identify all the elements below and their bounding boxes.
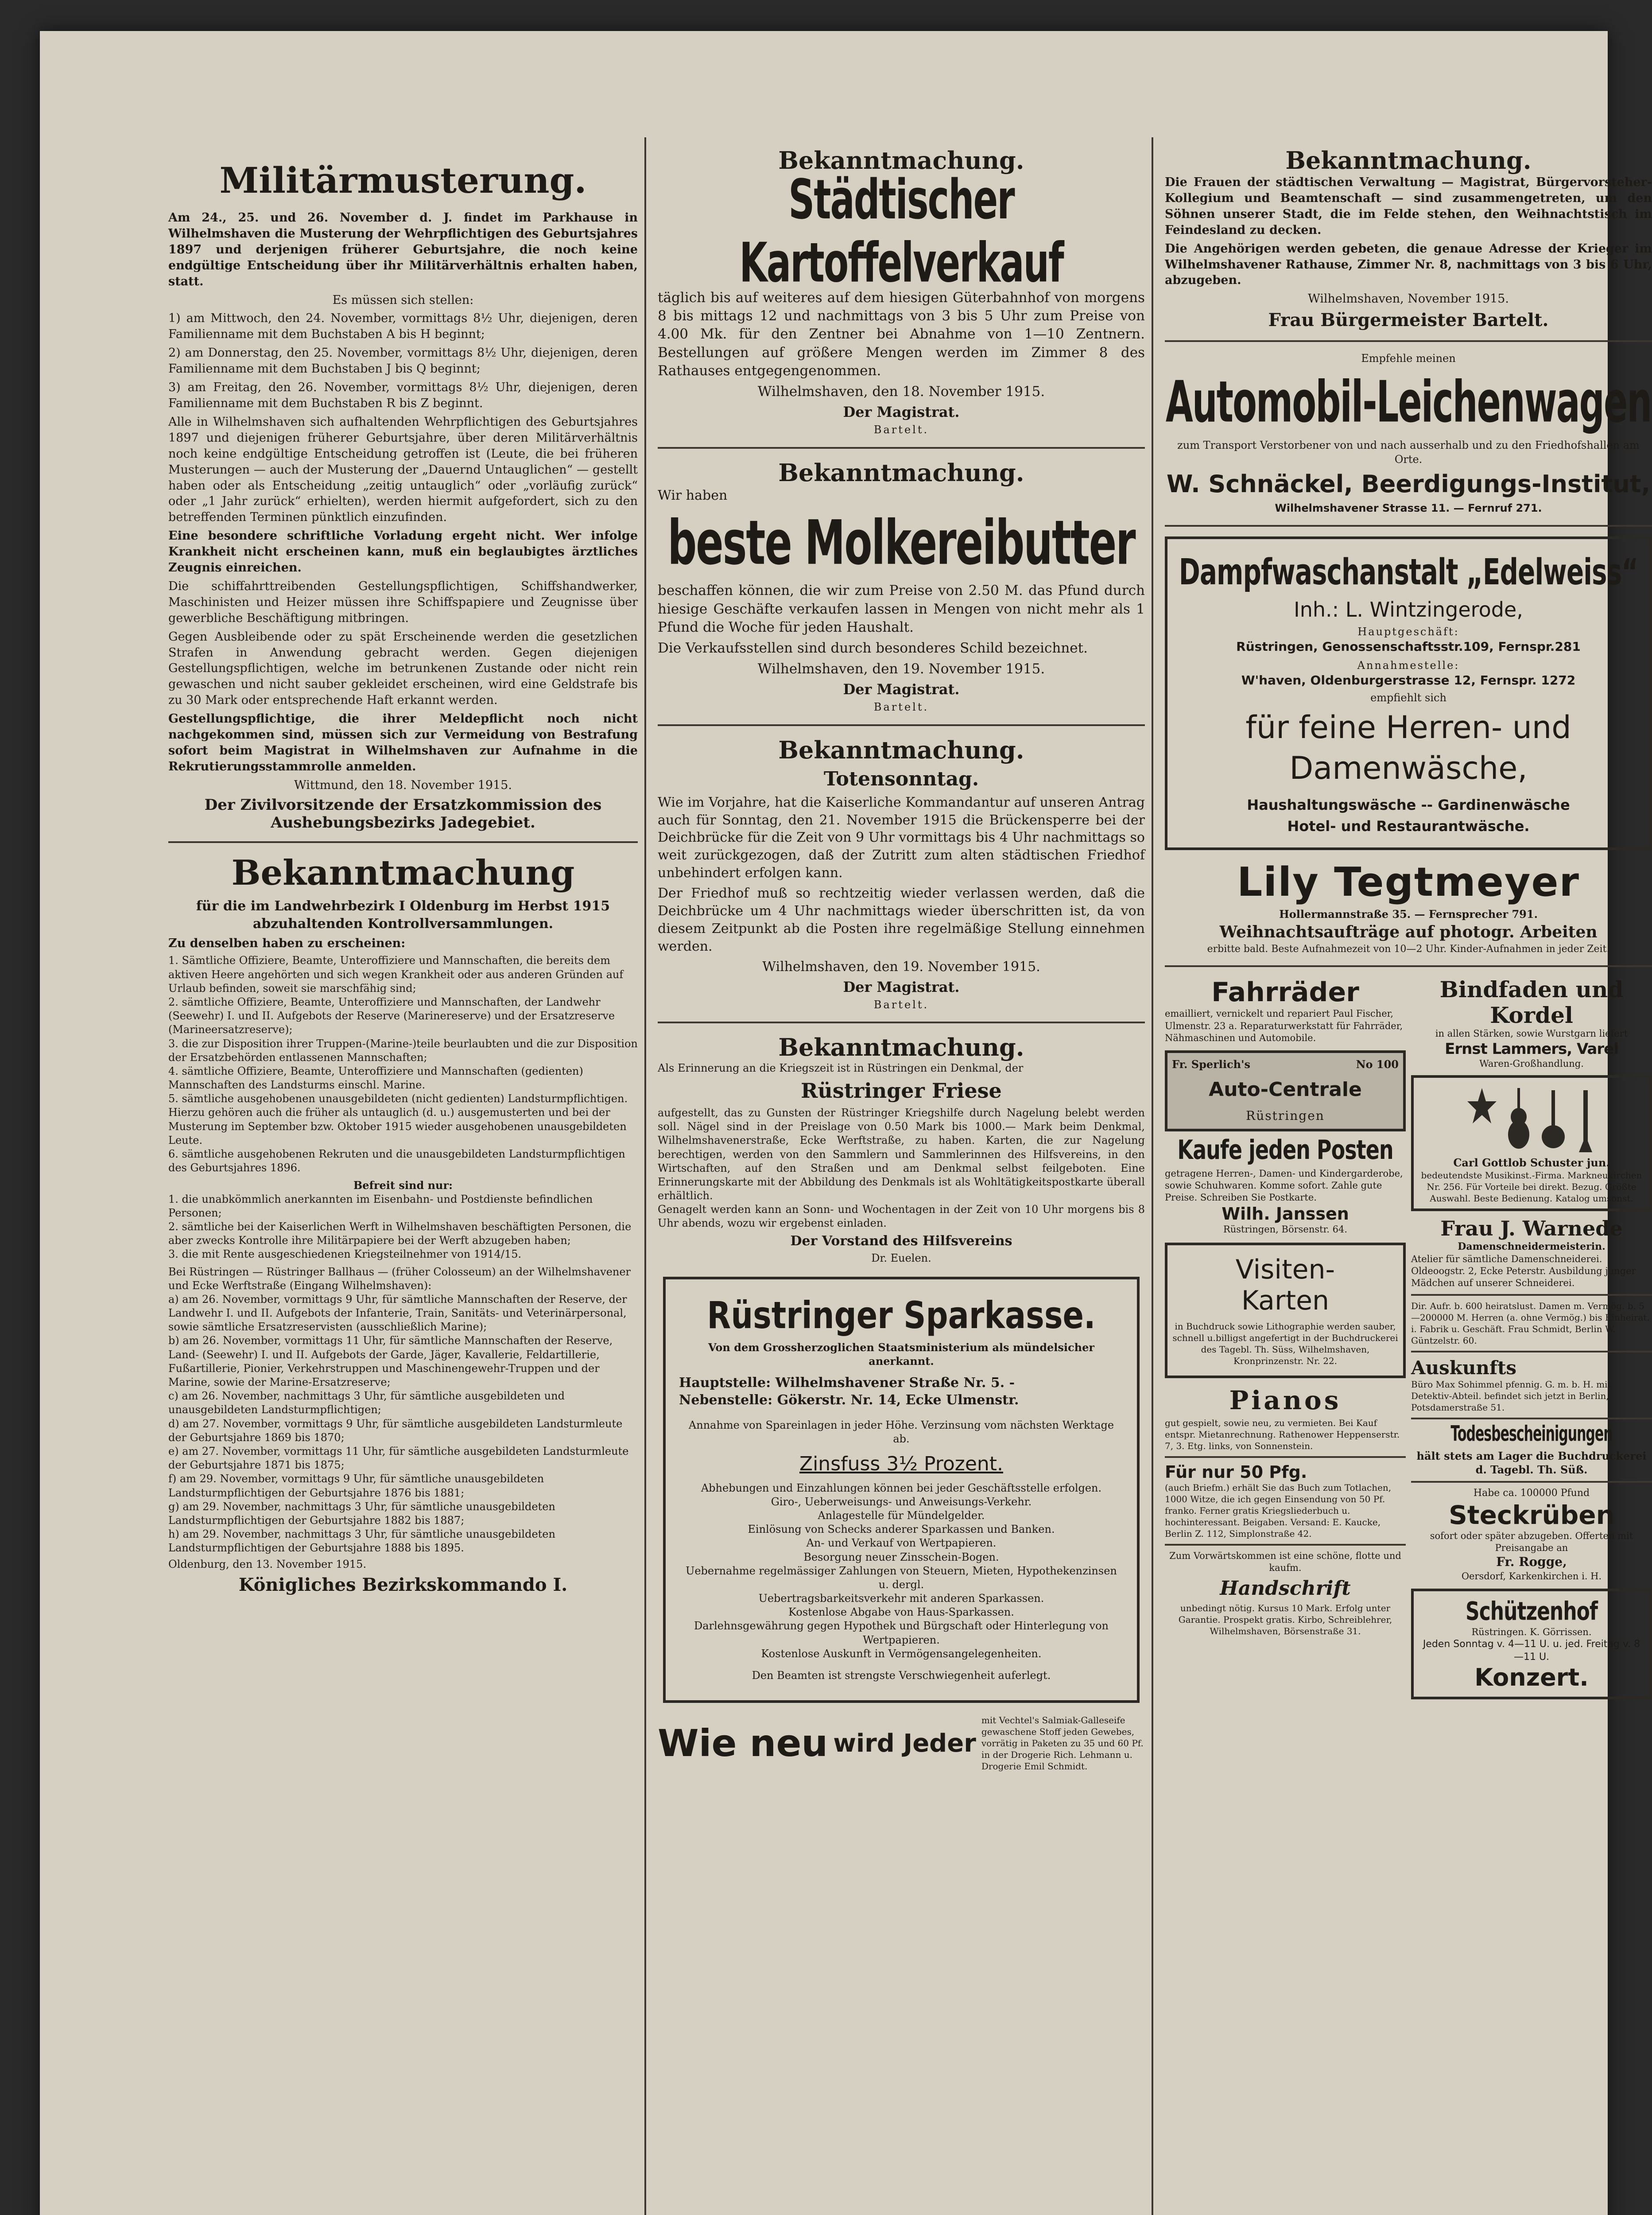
divider — [1411, 1351, 1652, 1352]
small-ads-left — [1165, 977, 1406, 1704]
friese-body-2: Genagelt werden kann an Sonn- und Wochentagen in der Zeit von 10 Uhr morgens bis 8 Uhr abends, wozu wir ergebenst einladen. — [658, 1203, 1145, 1230]
sparkasse-ad — [663, 1277, 1140, 1703]
kontroll-date-d: d) am 27. November, vormittags 9 Uhr, für sämtliche ausgebildeten Landsturmleute der Geburtsjahre 1869 bis 1870; — [168, 1417, 623, 1444]
friese-signature: Der Vorstand des Hilfsvereins — [790, 1233, 1012, 1249]
musik-ad — [1411, 1075, 1652, 1211]
mil-body-2: Eine besondere schriftliche Vorladung ergeht nicht. Wer infolge Krankheit nicht erscheinen kann, muß ein beglaubigtes ärztliches Zeugnis einreichen. — [168, 529, 638, 575]
sparkasse-nebenstelle: Nebenstelle: Gökerstr. Nr. 14, Ecke Ulmenstr. — [679, 1392, 1019, 1408]
sparkasse-list-3: Anlagestelle für Mündelgelder. — [818, 1509, 985, 1522]
kontroll-date: Oldenburg, den 13. November 1915. — [168, 1558, 367, 1571]
kartoffel-date: Wilhelmshaven, den 18. November 1915. — [757, 384, 1045, 400]
bindfaden-subtitle: Waren-Großhandlung. — [1479, 1058, 1584, 1069]
kaufe-text: getragene Herren-, Damen- und Kindergarderobe, sowie Schuhwaren. Komme sofort. Zahle gute Preise. Schreiben Sie Postkarte. — [1165, 1168, 1403, 1203]
kartoffel-name: Bartelt. — [873, 424, 929, 436]
sparkasse-list-11: Kostenlose Auskunft in Vermögensangelegenheiten. — [761, 1647, 1042, 1660]
instrument-icons — [1418, 1086, 1645, 1152]
mil-stellen: Es müssen sich stellen: — [332, 293, 474, 307]
handschrift-pre: Zum Vorwärtskommen ist eine schöne, flotte und kaufm. — [1169, 1550, 1401, 1574]
kontroll-body: Bei Rüstringen — Rüstringer Ballhaus — (früher Colosseum) an der Wilhelmshavener und Ecke Werftstraße (Eingang Wilhelmshaven): — [168, 1265, 631, 1292]
militaermusterung-title: Militärmusterung. — [219, 159, 587, 201]
todes-text: hält stets am Lager die Buchdruckerei d. Tagebl. Th. Süß. — [1416, 1449, 1647, 1476]
divider — [1411, 1418, 1652, 1419]
musik-text: bedeutendste Musikinst.-Firma. Markneukirchen Nr. 256. Für Vorteile bei direkt. Bezug. Größte Auswahl. Beste Bedienung. Katalog umsonst. — [1421, 1170, 1642, 1204]
bindfaden-text: in allen Stärken, sowie Wurstgarn liefert — [1435, 1028, 1628, 1039]
edelweiss-haupt-address: Rüstringen, Genossenschaftsstr.109, Fernspr.281 — [1236, 639, 1581, 654]
mil-body-5: Gestellungspflichtige, die ihrer Meldepflicht noch nicht nachgekommen sind, müssen sich zur Vermeidung von Bestrafung sofort beim Magistrat in Wilhelmshaven zur Aufnahme in die Rekrutierungsstammrolle anmelden. — [168, 712, 638, 773]
schuetzenhof-name: Rüstringen. K. Görrissen. — [1471, 1626, 1592, 1637]
divider — [1165, 340, 1652, 342]
butter-wir: Wir haben — [658, 487, 728, 503]
sparkasse-list-8: Uebertragsbarkeitsverkehr mit anderen Sparkassen. — [758, 1592, 1044, 1605]
visitenkarten-text: in Buchdruck sowie Lithographie werden sauber, schnell u.billigst angefertigt in der Buchdruckerei des Tagebl. Th. Süss, Wilhelmshaven, Kronprinzenstr. Nr. 22. — [1172, 1321, 1398, 1366]
kontroll-subtitle: für die im Landwehrbezirk I Oldenburg im Herbst 1915 abzuhaltenden Kontrollversammlungen. — [196, 898, 610, 932]
column-rule — [1152, 137, 1153, 2215]
column-2 — [658, 137, 1145, 2215]
kontroll-erscheinen: Zu denselben haben zu erscheinen: — [168, 936, 406, 950]
kontroll-item-2: 2. sämtliche Offiziere, Beamte, Unteroffiziere und Mannschaften, der Landwehr (Seewehr) I. und II. Aufgebots der Reserve (Marinereserve) und der Ersatzreserve (Marineersatzreserve); — [168, 995, 615, 1036]
kontroll-date-b: b) am 26. November, vormittags 11 Uhr, für sämtliche Mannschaften der Reserve, Land- (Seewehr) I. und II. Aufgebots der Garde, Jäger, Kavallerie, Feldartillerie, Fußartillerie, Pionier, Verkehrstruppen und Maschinengewehr-Truppen und der Marine, sowie der Marine-Ersatzreserve; — [168, 1334, 613, 1389]
friese-title: Rüstringer Friese — [801, 1078, 1002, 1103]
sparkasse-list-7: Uebernahme regelmässiger Zahlungen von Steuern, Mieten, Hypothekenzinsen u. dergl. — [686, 1564, 1117, 1591]
sparkasse-zinsfuss: Zinsfuss 3½ Prozent. — [799, 1452, 1004, 1475]
kontroll-befreit-1: 1. die unabkömmlich anerkannten im Eisenbahn- und Postdienste befindlichen Personen; — [168, 1193, 593, 1219]
friese-intro: Als Erinnerung an die Kriegszeit ist in Rüstringen ein Denkmal, der — [658, 1061, 1024, 1074]
guitar-icon — [1540, 1086, 1567, 1152]
kontroll-date-f: f) am 29. November, vormittags 9 Uhr, für sämtliche unausgebildeten Landsturmpflichtigen der Geburtsjahre 1876 bis 1881; — [168, 1473, 544, 1499]
warnede-text: Atelier für sämtliche Damenschneiderei. Oldeoogstr. 2, Ecke Peterstr. Ausbildung junger Mädchen auf unserer Schneiderei. — [1411, 1253, 1636, 1289]
edelweiss-empfiehlt: empfiehlt sich — [1370, 692, 1446, 704]
edelweiss-owner: Inh.: L. Wintzingerode, — [1294, 598, 1523, 622]
kaufe-title: Kaufe jeden Posten — [1177, 1134, 1393, 1165]
kontroll-date-a: a) am 26. November, vormittags 9 Uhr, für sämtliche Mannschaften der Reserve, der Landwehr I. und II. Aufgebots der Infanterie, Train, Sanitäts- und Veterinärpersonal, sowie sämtliche Ersatzreservisten (ausschließlich Marine); — [168, 1293, 627, 1333]
visitenkarten-ad — [1165, 1243, 1406, 1378]
edelweiss-haupt: Hauptgeschäft: — [1357, 626, 1459, 638]
violin-icon — [1505, 1086, 1532, 1152]
butter-date: Wilhelmshaven, den 19. November 1915. — [757, 661, 1045, 677]
warnede-subtitle: Damenschneidermeisterin. — [1458, 1241, 1605, 1253]
schuetzenhof-ad — [1411, 1589, 1652, 1699]
handschrift-title: Handschrift — [1220, 1577, 1351, 1600]
steckrueben-address: Oersdorf, Karkenkirchen i. H. — [1461, 1570, 1602, 1582]
clarinet-icon — [1574, 1086, 1597, 1152]
kontroll-hierzu: Hierzu gehören auch die früher als untauglich (d. u.) ausgemusterten und bei der Musterung im September bzw. Oktober 1915 wieder ausgehobenen unausgebildeten Leute. — [168, 1106, 627, 1146]
frauen-body-2: Die Angehörigen werden gebeten, die genaue Adresse der Krieger im Wilhelmshavener Rathause, Zimmer Nr. 8, nachmittags von 3 bis 6 Uhr, abzugeben. — [1165, 241, 1652, 288]
friese-head: Bekanntmachung. — [778, 1033, 1024, 1061]
edelweiss-annahme: Annahmestelle: — [1357, 659, 1460, 672]
butter-title: beste Molkereibutter — [667, 507, 1135, 579]
wie-neu-big: Wie neu — [658, 1721, 828, 1765]
automobil-title: Automobil-Leichenwagen — [1165, 369, 1652, 435]
butter-body: beschaffen können, die wir zum Preise von 2.50 M. das Pfund durch hiesige Geschäfte verkaufen lassen in Mengen von nicht mehr als 1 Pfund die Woche für jeden Haushalt. — [658, 583, 1145, 635]
handschrift-text: unbedingt nötig. Kursus 10 Mark. Erfolg unter Garantie. Prospekt gratis. Kirbo, Schreiblehrer, Wilhelmshaven, Börsenstraße 31. — [1178, 1602, 1392, 1636]
lily-text: erbitte bald. Beste Aufnahmezeit von 10—2 Uhr. Kinder-Aufnahmen in jeder Zeit. — [1207, 943, 1610, 955]
kontroll-signature: Königliches Bezirkskommando I. — [238, 1574, 568, 1595]
kontroll-date-g: g) am 29. November, nachmittags 3 Uhr, für sämtliche unausgebildeten Landsturmpflichtigen der Geburtsjahre 1882 bis 1887; — [168, 1500, 555, 1527]
steckrueben-text: sofort oder später abzugeben. Offerten mit Preisangabe an — [1430, 1530, 1633, 1553]
kontroll-item-4: 4. sämtliche Offiziere, Beamte, Unteroffiziere und Mannschaften (gedienten) Mannschaften des Landsturms einschl. Marine. — [168, 1065, 583, 1092]
auto-centrale-owner: Fr. Sperlich's — [1172, 1058, 1250, 1071]
fahrraeder-title: Fahrräder — [1211, 977, 1359, 1008]
butter-name: Bartelt. — [873, 701, 929, 714]
mil-body-4: Gegen Ausbleibende oder zu spät Erscheinende werden die gesetzlichen Strafen in Anwendung gebracht werden. Gegen diejenigen Gestellungspflichtigen, welche im betrunkenen Zustande oder nicht rein gewaschen und nicht sauber gekleidet erscheinen, wird eine Geldstrafe bis zu 30 Mark oder entsprechende Haft erkannt werden. — [168, 630, 638, 707]
edelweiss-big-1: für feine Herren- und — [1245, 709, 1571, 746]
fuer-50-title: Für nur 50 Pfg. — [1165, 1462, 1307, 1482]
wie-neu-mid: wird Jeder — [833, 1729, 976, 1758]
column-1 — [168, 137, 638, 2215]
sparkasse-list-4: Einlösung von Schecks anderer Sparkassen und Banken. — [748, 1523, 1055, 1536]
divider — [658, 724, 1145, 726]
automobil-empfehle: Empfehle meinen — [1361, 352, 1456, 365]
frauen-body: Die Frauen der städtischen Verwaltung — Magistrat, Bürgervorsteher-Kollegium und Beamtenschaft — sind zusammengetreten, um den Söhnen unserer Stadt, die im Felde stehen, den Weihnachtstisch im Feindesland zu decken. — [1165, 175, 1652, 237]
kontroll-date-h: h) am 29. November, nachmittags 3 Uhr, für sämtliche unausgebildeten Landsturmpflichtigen der Geburtsjahre 1888 bis 1895. — [168, 1528, 555, 1554]
fuer-50-text: (auch Briefm.) erhält Sie das Buch zum Totlachen, 1000 Witze, die ich gegen Einsendung von 50 Pf. franko. Ferner gratis Kriegsliederbuch u. hochinteressant. Beigaben. Versand: E. Kaucke, Berlin Z. 112, Simplonstraße 42. — [1165, 1482, 1392, 1539]
warnede-title: Frau J. Warnede — [1440, 1216, 1623, 1241]
edelweiss-annahme-address: W'haven, Oldenburgerstrasse 12, Fernspr. 1272 — [1241, 672, 1576, 688]
mil-intro: Am 24., 25. und 26. November d. J. findet im Parkhause in Wilhelmshaven die Musterung der Wehrpflichtigen des Geburtsjahres 1897 und derjenigen früherer Geburtsjahre, die noch keine endgültige Entscheidung über ihr Militärverhältnis erhalten haben, statt. — [168, 211, 638, 288]
lily-address: Hollermannstraße 35. — Fernsprecher 791. — [1279, 907, 1538, 921]
sparkasse-list-6: Besorgung neuer Zinsschein-Bogen. — [803, 1550, 999, 1563]
butter-signature: Der Magistrat. — [843, 681, 960, 698]
steckrueben-pre: Habe ca. 100000 Pfund — [1473, 1487, 1590, 1499]
edelweiss-big-2: Damenwäsche, — [1289, 750, 1528, 787]
kontroll-title: Bekanntmachung — [231, 852, 575, 893]
auskunfts-title: Auskunfts — [1411, 1356, 1517, 1379]
divider — [1165, 965, 1652, 967]
sparkasse-title: Rüstringer Sparkasse. — [707, 1293, 1096, 1337]
edelweiss-ad — [1165, 536, 1652, 850]
mil-item-3: 3) am Freitag, den 26. November, vormittags 8½ Uhr, diejenigen, deren Familienname mit dem Buchstaben R bis Z beginnt. — [168, 381, 638, 410]
sparkasse-list-10: Darlehnsgewährung gegen Hypothek und Bürgschaft oder Hinterlegung von Wertpapieren. — [694, 1620, 1109, 1646]
kontroll-item-3: 3. die zur Disposition ihrer Truppen-(Marine-)teile beurlaubten und die zur Disposition der Ersatzbehörden entlassenen Mannschaften; — [168, 1037, 638, 1064]
mil-body-3: Die schiffahrttreibenden Gestellungspflichtigen, Schiffshandwerker, Maschinisten und Heizer müssen ihre Schiffspapiere und Zeugnisse über gewerbliche Beschäftigung mitbringen. — [168, 579, 638, 625]
bindfaden-name: Ernst Lammers, Varel — [1445, 1040, 1618, 1058]
divider — [658, 1022, 1145, 1023]
mil-signature: Der Zivilvorsitzende der Ersatzkommission des Aushebungsbezirks Jadegebiet. — [204, 796, 602, 832]
schnaeckel-name: W. Schnäckel, Beerdigungs-Institut, — [1166, 470, 1651, 498]
kartoffel-body: täglich bis auf weiteres auf dem hiesigen Güterbahnhof von morgens 8 bis mittags 12 und nachmittags von 3 bis 5 Uhr zum Preise von 4.00 Mk. für den Zentner bei Abnahme von 1—10 Zentnern. Bestellungen auf größere Mengen werden im Zimmer 8 des Rathauses entgegengenommen. — [658, 290, 1145, 379]
divider — [168, 841, 638, 843]
butter-head: Bekanntmachung. — [778, 458, 1024, 487]
totensonntag-body: Wie im Vorjahre, hat die Kaiserliche Kommandantur auf unseren Antrag auch für Sonntag, den 21. November 1915 die Brückensperre bei der Deichbrücke für die Zeit von 9 Uhr vormittags bis 4 Uhr nachmittags so weit zurückgezogen, daß der Zutritt zum alten städtischen Friedhof unbehindert erfolgen kann. — [658, 794, 1145, 881]
frauen-head: Bekanntmachung. — [1285, 146, 1532, 175]
schuetzenhof-text: Jeden Sonntag v. 4—11 U. u. jed. Freitag v. 8—11 U. — [1423, 1639, 1640, 1663]
auto-centrale-number: No 100 — [1356, 1058, 1399, 1071]
divider — [658, 447, 1145, 449]
kaufe-address: Rüstringen, Börsenstr. 64. — [1223, 1224, 1348, 1235]
sparkasse-list-9: Kostenlose Abgabe von Haus-Sparkassen. — [788, 1606, 1014, 1619]
butter-body-2: Die Verkaufsstellen sind durch besonderes Schild bezeichnet. — [658, 640, 1088, 657]
totensonntag-signature: Der Magistrat. — [843, 978, 960, 995]
automobil-subtitle: zum Transport Verstorbener von und nach ausserhalb und zu den Friedhofshallen am Orte. — [1177, 439, 1640, 466]
auto-centrale-ad — [1165, 1050, 1406, 1131]
schuetzenhof-title: Schützenhof — [1466, 1597, 1598, 1626]
column-3 — [1165, 137, 1652, 2215]
kontroll-item-1: 1. Sämtliche Offiziere, Beamte, Unteroffiziere und Mannschaften, die bereits dem aktiven Heere angehörten und sich wegen Krankheit oder aus anderen Gründen auf Urlaub befinden, soweit sie marschfähig sind; — [168, 954, 624, 995]
lily-title: Lily Tegtmeyer — [1237, 859, 1580, 905]
sparkasse-beamten: Den Beamten ist strengste Verschwiegenheit auferlegt. — [752, 1669, 1051, 1682]
pianos-title: Pianos — [1229, 1385, 1342, 1415]
sparkasse-subtitle: Von dem Grossherzoglichen Staatsministerium als mündelsicher anerkannt. — [708, 1341, 1094, 1368]
schuetzenhof-konzert: Konzert. — [1474, 1663, 1589, 1692]
steckrueben-name: Fr. Rogge, — [1496, 1554, 1567, 1570]
mil-body: Alle in Wilhelmshaven sich aufhaltenden Wehrpflichtigen des Geburtsjahres 1897 und diejenigen früherer Geburtsjahre, über deren Militärverhältnis noch keine endgültige Entscheidung getroffen ist (Leute, die bei früheren Musterungen — auch der Musterung der „Dauernd Untauglichen“ — gestellt haben oder als Entscheidung „zeitig untauglich“ oder „vorläufig zurück“ oder „1 Jahr zurück“ erhielten), werden hiermit aufgefordert, sich zu den betreffenden Terminen pünktlich einzufinden. — [168, 415, 638, 525]
wie-neu-text: mit Vechtel's Salmiak-Galleseife gewaschene Stoff jeden Gewebes, vorrätig in Paketen zu 35 und 60 Pf. in der Drogerie Rich. Lehmann u. Drogerie Emil Schmidt. — [981, 1715, 1144, 1772]
divider — [1165, 1544, 1406, 1546]
kartoffel-head: Bekanntmachung. — [778, 146, 1024, 175]
small-ads-block — [1165, 977, 1652, 1704]
auskunfts-text: Büro Max Sohimmel pfennig. G. m. b. H. mit Detektiv-Abteil. befindet sich jetzt in Berlin, Potsdamerstraße 51. — [1411, 1379, 1611, 1413]
kartoffel-title: Städtischer Kartoffelverkauf — [739, 168, 1063, 295]
kontroll-item-5: 5. sämtliche ausgehobenen unausgebildeten (nicht gedienten) Landsturmpflichtigen. — [168, 1092, 628, 1105]
edelweiss-title: Dampfwaschanstalt „Edelweiss“ — [1179, 551, 1638, 593]
wie-neu-ad — [658, 1714, 1145, 1772]
sparkasse-list-5: An- und Verkauf von Wertpapieren. — [806, 1537, 997, 1550]
auto-centrale-title: Auto-Centrale — [1209, 1078, 1362, 1101]
sparkasse-annahme: Annahme von Spareinlagen in jeder Höhe. Verzinsung vom nächsten Werktage ab. — [688, 1419, 1114, 1446]
totensonntag-body-2: Der Friedhof muß so rechtzeitig wieder verlassen werden, daß die Deichbrücke um 4 Uhr nachmittags wieder überschritten ist, da von diesem Zeitpunkt ab die Posten ihre regelmäßige Stellung einnehmen werden. — [658, 886, 1145, 954]
column-rule — [644, 137, 646, 2215]
musik-name: Carl Gottlob Schuster jun. — [1453, 1156, 1610, 1169]
friese-body: aufgestellt, das zu Gunsten der Rüstringer Kriegshilfe durch Nagelung belebt werden soll. Nägel sind in der Preislage von 0.50 Mark bis 1000.— Mark beim Denkmal, Wilhelmshavenerstraße, Ecke Werftstraße, zu haben. Karten, die zur Nagelung berechtigen, werden von den Sammlern und Sammlerinnen des Hilfsvereins, in den Wirtschaften, auf den Straßen und am Denkmal selbst feilgeboten. Eine Erinnerungskarte mit der Abbildung des Denkmals ist als Wohltätigkeitspostkarte überall erhältlich. — [658, 1106, 1145, 1202]
steckrueben-title: Steckrüben — [1449, 1500, 1614, 1530]
kontroll-befreit: Befreit sind nur: — [353, 1179, 453, 1192]
frauen-date: Wilhelmshaven, November 1915. — [1307, 292, 1509, 306]
lily-subtitle: Weihnachtsaufträge auf photogr. Arbeiten — [1219, 922, 1598, 941]
mil-date: Wittmund, den 18. November 1915. — [294, 778, 512, 792]
totensonntag-name: Bartelt. — [873, 998, 929, 1011]
newspaper-page — [40, 31, 1652, 2215]
totensonntag-head: Bekanntmachung. — [778, 735, 1024, 764]
divider — [1165, 1456, 1406, 1458]
mil-item-2: 2) am Donnerstag, den 25. November, vormittags 8½ Uhr, diejenigen, deren Familienname mit dem Buchstaben J bis Q beginnt; — [168, 346, 638, 376]
kontroll-befreit-2: 2. sämtliche bei der Kaiserlichen Werft in Wilhelmshaven beschäftigten Personen, die aber zwecks Kontrolle ihre Militärpapiere bei der Werft abzugeben haben; — [168, 1220, 632, 1247]
visitenkarten-big-2: Karten — [1241, 1285, 1330, 1316]
todes-title: Todesbescheinigungen — [1450, 1422, 1613, 1447]
divider — [1165, 525, 1652, 527]
star-icon — [1466, 1086, 1497, 1135]
kontroll-item-6: 6. sämtliche ausgehobenen Rekruten und die unausgebildeten Landsturmpflichtigen des Geburtsjahres 1896. — [168, 1148, 625, 1174]
sparkasse-list-1: Abhebungen und Einzahlungen können bei jeder Geschäftsstelle erfolgen. — [701, 1481, 1102, 1494]
auto-centrale-place: Rüstringen — [1246, 1108, 1325, 1123]
bindfaden-title: Bindfaden und Kordel — [1439, 976, 1624, 1028]
kontroll-befreit-3: 3. die mit Rente ausgeschiedenen Kriegsteilnehmer von 1914/15. — [168, 1248, 522, 1261]
visitenkarten-big-1: Visiten- — [1235, 1254, 1335, 1285]
kartoffel-signature: Der Magistrat. — [843, 404, 960, 421]
friese-name: Dr. Euelen. — [871, 1251, 931, 1264]
schnaeckel-address: Wilhelmshavener Strasse 11. — Fernruf 271. — [1275, 501, 1542, 514]
heirat-text: Dir. Aufr. b. 600 heiratslust. Damen m. Vermög. b. 5—200000 M. Herren (a. ohne Vermög.) bis Einheirat. i. Fabrik u. Geschäft. Frau Schmidt, Berlin W. Güntzelstr. 60. — [1411, 1300, 1650, 1346]
mil-item-1: 1) am Mittwoch, den 24. November, vormittags 8½ Uhr, diejenigen, deren Familienname mit dem Buchstaben A bis H beginnt; — [168, 311, 638, 342]
kontroll-date-e: e) am 27. November, vormittags 11 Uhr, für sämtliche ausgebildeten Landsturmleute der Geburtsjahre 1871 bis 1875; — [168, 1445, 629, 1472]
fahrraeder-text: emailliert, vernickelt und repariert Paul Fischer, Ulmenstr. 23 a. Reparaturwerkstatt für Fahrräder, Nähmaschinen und Automobile. — [1165, 1008, 1403, 1043]
edelweiss-line-1: Haushaltungswäsche -- Gardinenwäsche — [1247, 797, 1570, 814]
kontroll-date-c: c) am 26. November, nachmittags 3 Uhr, für sämtliche ausgebildeten und unausgebildeten Landsturmpflichtigen; — [168, 1390, 565, 1416]
kaufe-name: Wilh. Janssen — [1222, 1204, 1349, 1224]
sparkasse-hauptstelle: Hauptstelle: Wilhelmshavener Straße Nr. 5. - — [679, 1375, 1015, 1391]
small-ads-right — [1411, 977, 1652, 1704]
totensonntag-title: Totensonntag. — [823, 767, 979, 790]
sparkasse-list-2: Giro-, Ueberweisungs- und Anweisungs-Verkehr. — [771, 1495, 1032, 1508]
divider — [1411, 1294, 1652, 1296]
pianos-text: gut gespielt, sowie neu, zu vermieten. Bei Kauf entspr. Mietanrechnung. Rathenower Heppenserstr. 7, 3. Etg. links, von Sonnenstein. — [1165, 1417, 1400, 1451]
frauen-signature: Frau Bürgermeister Bartelt. — [1268, 310, 1549, 331]
edelweiss-line-2: Hotel- und Restaurantwäsche. — [1287, 817, 1530, 835]
divider — [1411, 1481, 1652, 1483]
totensonntag-date: Wilhelmshaven, den 19. November 1915. — [762, 959, 1040, 975]
